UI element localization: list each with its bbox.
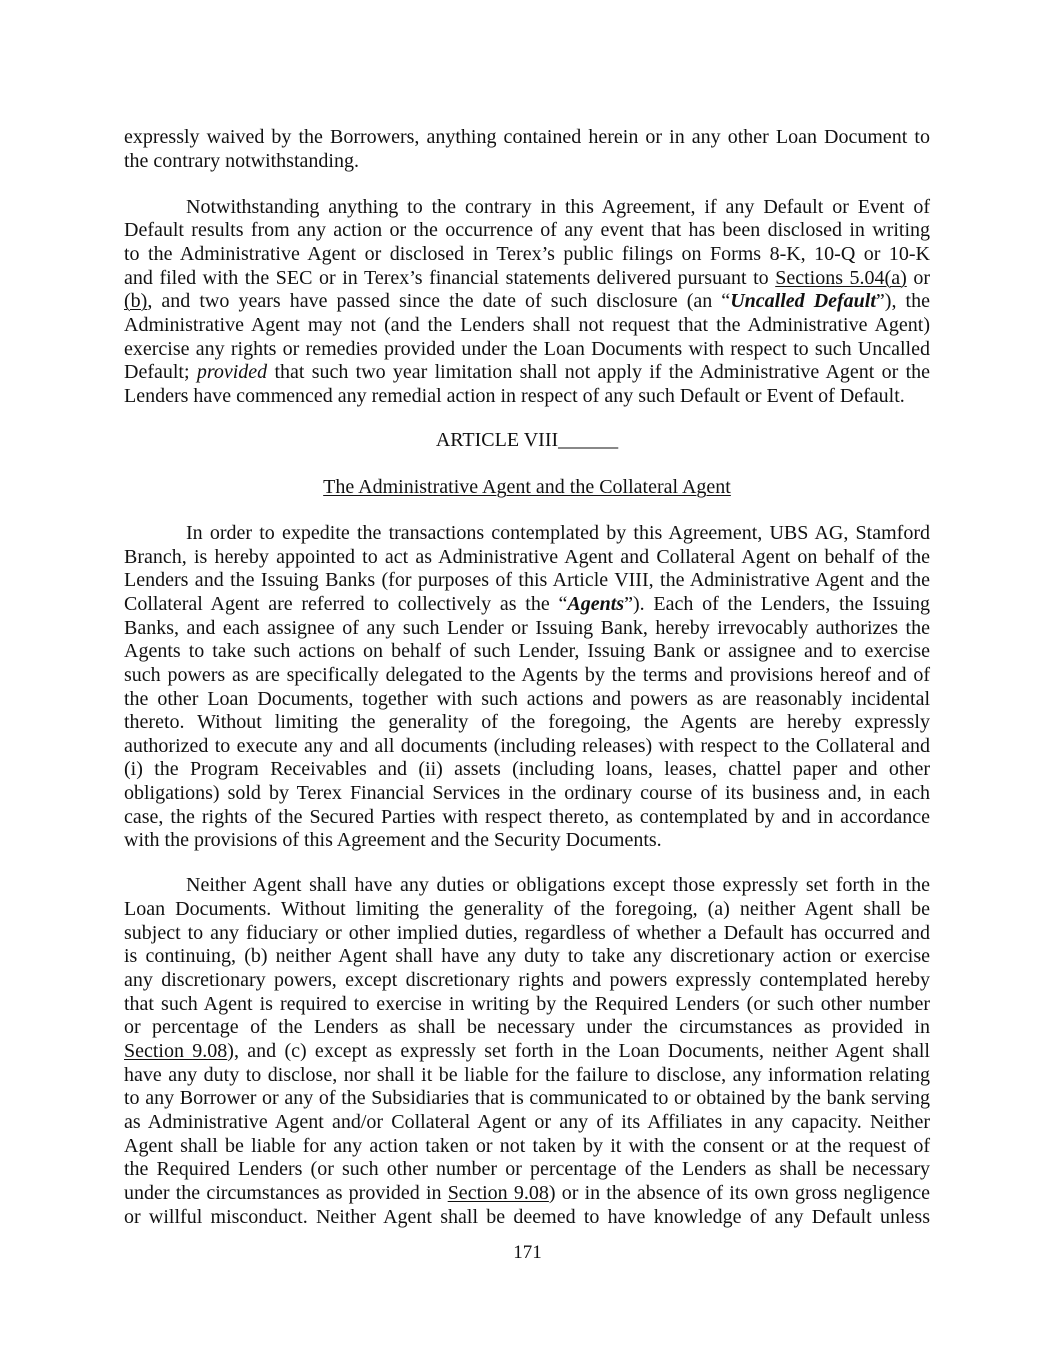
article-blank: ______ xyxy=(558,428,619,451)
cross-reference-section-9-08: Section 9.08 xyxy=(124,1040,228,1063)
p2-line-7: exercise any rights or remedies provided under the Loan Documents with respect to such Uncalled xyxy=(124,337,930,360)
p3-line-4 xyxy=(124,593,930,617)
p4-line-8-text: ), and (c) except as expressly set forth in the Loan Documents, neither Agent shall xyxy=(227,1040,930,1063)
cross-reference-sections-5-04a: Sections 5.04(a) xyxy=(775,266,907,289)
p3-line-5: Banks, and each assignee of any such Lender or Issuing Bank, hereby irrevocably authorizes the xyxy=(124,616,930,639)
p4-line-9: have any duty to disclose, nor shall it be liable for the failure to disclose, any information relating xyxy=(124,1063,930,1086)
p4-line-3: subject to any fiduciary or other implied duties, regardless of whether a Default has occurred and xyxy=(124,921,930,944)
cross-reference-section-9-08-second: Section 9.08 xyxy=(447,1181,549,1204)
p2-line-8-text: Default; xyxy=(124,361,197,384)
p3-line-13: case, the rights of the Secured Parties with respect thereto, as contemplated by and in accordance xyxy=(124,805,930,828)
p1-line-1: expressly waived by the Borrowers, anything contained herein or in any other Loan Document to xyxy=(124,126,930,148)
p4-line-8 xyxy=(124,1040,930,1064)
p4-line-6: that such Agent is required to exercise in writing by the Required Lenders (or such other number xyxy=(124,992,930,1015)
p2-line-8 xyxy=(124,361,930,385)
p4-line-14-text-end: ) or in the absence of its own gross negligence xyxy=(548,1181,931,1204)
p3-line-7: such powers as are specifically delegated to the Agents by the terms and provisions hereof and of xyxy=(124,663,930,686)
p2-line-9: Lenders have commenced any remedial action in respect of any such Default or Event of Default. xyxy=(124,384,905,407)
page-number: 171 xyxy=(513,1242,542,1263)
italic-provided: provided xyxy=(196,361,268,384)
p2-line-6: Administrative Agent may not (and the Lenders shall not request that the Administrative Agent) xyxy=(124,313,930,336)
paragraph-1 xyxy=(124,126,930,173)
p2-line-5-text: , and two years have passed since the date of such disclosure (an “ xyxy=(147,290,731,313)
p3-line-3: Lenders and the Issuing Banks (for purposes of this Article VIII, the Administrative Agent and the xyxy=(124,569,930,592)
p4-line-15: or willful misconduct. Neither Agent shall be deemed to have knowledge of any Default unless xyxy=(124,1205,930,1228)
p4-line-7: or percentage of the Lenders as shall be necessary under the circumstances as provided in xyxy=(124,1016,930,1039)
p4-line-11: as Administrative Agent and/or Collateral Agent or any of its Affiliates in any capacity. Neither xyxy=(124,1111,930,1133)
page-body xyxy=(124,126,930,1229)
p3-line-12: obligations) sold by Terex Financial Services in the ordinary course of its business and, in each xyxy=(124,782,930,805)
p4-line-13: the Required Lenders (or such other number or percentage of the Lenders as shall be necessary xyxy=(124,1158,930,1181)
p2-line-5 xyxy=(124,290,930,314)
paragraph-4 xyxy=(124,874,930,1229)
article-heading xyxy=(124,476,930,500)
paragraph-3 xyxy=(124,522,930,853)
p2-line-4-text: and filed with the SEC or in Terex’s financial statements delivered pursuant to xyxy=(124,266,776,289)
p3-line-2: Branch, is hereby appointed to act as Administrative Agent and Collateral Agent on behalf of the xyxy=(124,545,930,568)
p3-line-9: thereto. Without limiting the generality of the foregoing, the Agents are hereby expressly xyxy=(124,711,930,734)
p2-line-5-text-end: ”), the xyxy=(875,290,930,313)
p2-line-3: to the Administrative Agent or disclosed in Terex’s public filings on Forms 8-K, 10-Q or 10-K xyxy=(124,242,930,265)
article-heading-text: The Administrative Agent and the Collateral Agent xyxy=(323,475,731,498)
article-title xyxy=(124,429,930,453)
p2-line-4-text-end: or xyxy=(906,266,930,289)
p3-line-14: with the provisions of this Agreement and the Security Documents. xyxy=(124,829,662,852)
defined-term-uncalled-default: Uncalled Default xyxy=(730,290,876,313)
p2-line-8-text-end: that such two year limitation shall not apply if the Administrative Agent or the xyxy=(267,361,931,384)
p4-line-5: any discretionary powers, except discretionary rights and powers expressly contemplated hereby xyxy=(124,969,930,992)
p2-line-1: Notwithstanding anything to the contrary in this Agreement, if any Default or Event of xyxy=(186,195,930,218)
paragraph-2 xyxy=(124,196,930,409)
p2-line-2: Default results from any action or the occurrence of any event that has been disclosed in writing xyxy=(124,219,930,242)
p4-line-4: is continuing, (b) neither Agent shall have any duty to take any discretionary action or exercise xyxy=(124,945,930,968)
p4-line-14-text: under the circumstances as provided in xyxy=(124,1181,448,1204)
p4-line-1: Neither Agent shall have any duties or obligations except those expressly set forth in the xyxy=(186,874,930,897)
p3-line-8: the other Loan Documents, together with such actions and powers as are reasonably incidental xyxy=(124,687,930,710)
p4-line-12: Agent shall be liable for any action taken or not taken by it with the consent or at the request of xyxy=(124,1134,930,1157)
p4-line-10: to any Borrower or any of the Subsidiaries that is communicated to or obtained by the bank serving xyxy=(124,1087,930,1110)
p4-line-2: Loan Documents. Without limiting the generality of the foregoing, (a) neither Agent shall be xyxy=(124,898,930,921)
p3-line-1: In order to expedite the transactions contemplated by this Agreement, UBS AG, Stamford xyxy=(186,521,930,544)
p4-line-14 xyxy=(124,1182,930,1206)
p3-line-4-text-end: ”). Each of the Lenders, the Issuing xyxy=(624,592,930,615)
p3-line-6: Agents to take such actions on behalf of such Lender, Issuing Bank or assignee and to exercise xyxy=(124,640,930,663)
p3-line-10: authorized to execute any and all documents (including releases) with respect to the Collateral and xyxy=(124,734,930,757)
defined-term-agents: Agents xyxy=(567,592,625,615)
p3-line-4-text: Collateral Agent are referred to collectively as the “ xyxy=(124,592,568,615)
p1-line-2: the contrary notwithstanding. xyxy=(124,149,359,172)
p3-line-11: (i) the Program Receivables and (ii) assets (including loans, leases, chattel paper and other xyxy=(124,758,930,781)
p2-line-4 xyxy=(124,267,930,291)
article-number: ARTICLE VIII xyxy=(435,428,559,451)
cross-reference-b: (b) xyxy=(124,290,148,313)
